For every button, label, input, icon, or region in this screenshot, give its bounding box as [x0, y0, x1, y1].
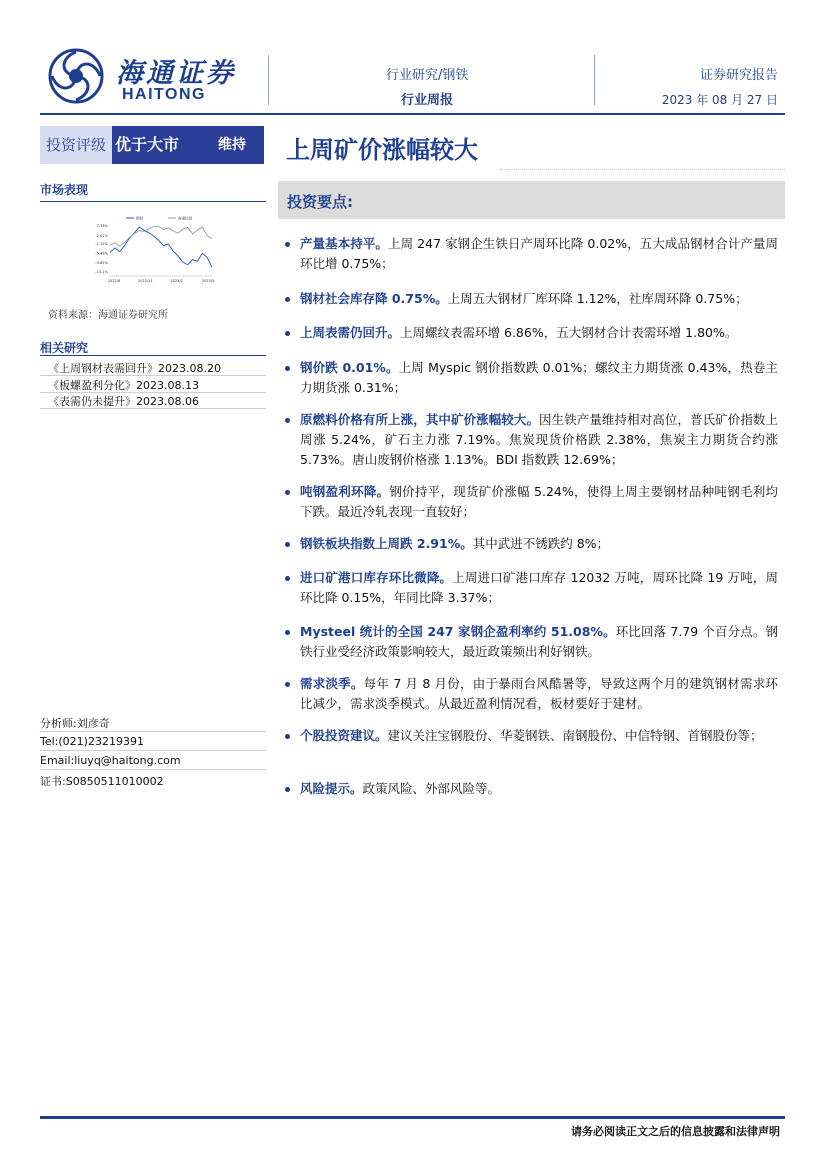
analyst-name: 分析师:刘彦奇: [40, 717, 110, 730]
report-type: 行业周报: [401, 93, 454, 108]
bullet-icon: [285, 242, 290, 247]
related-divider: [40, 375, 266, 376]
key-point: [300, 358, 778, 398]
y-tick-label: -5.49%: [95, 251, 108, 256]
key-point: [300, 674, 778, 714]
related-heading: 相关研究: [40, 341, 89, 355]
key-point: [300, 568, 778, 608]
related-report-link[interactable]: 《表需仍未提升》2023.08.06: [48, 395, 199, 408]
analyst-divider: [40, 750, 266, 751]
header-divider: [594, 55, 595, 105]
related-divider: [40, 408, 266, 409]
y-tick-label: 2.61%: [96, 233, 108, 238]
rating-action: 维持: [218, 137, 246, 153]
related-rule: [40, 355, 266, 356]
x-tick-label: 2023/5: [201, 279, 215, 283]
related-report-link[interactable]: 《上周钢材表需回升》2023.08.20: [48, 362, 221, 375]
key-point: [300, 534, 778, 554]
x-tick-label: 2022/8: [107, 279, 121, 283]
key-points-title: 投资要点:: [287, 193, 353, 211]
key-point: [300, 323, 778, 343]
header-rule: [40, 113, 785, 115]
bullet-icon: [285, 734, 290, 739]
report-date: 2023 年 08 月 27 日: [661, 93, 778, 107]
key-point-lead: 钢价跌 0.01%。: [300, 360, 399, 375]
key-point-lead: 吨钢盈利环降。: [300, 484, 390, 499]
key-point-text: 每年 7 月 8 月份，由于暴雨台风酷暑等，导致这两个月的建筑钢材需求环比减少，需求淡季模式。从最近盈利情况看，板材要好于建材。: [300, 676, 778, 711]
key-point-lead: 产量基本持平。: [300, 236, 388, 251]
analyst-tel: Tel:(021)23219391: [40, 735, 144, 748]
key-point-text: 上周 Myspic 钢价指数跌 0.01%；螺纹主力期货涨 0.43%，热卷主力期货涨 0.31%；: [300, 360, 779, 395]
haitong-logo-icon: [48, 48, 104, 104]
key-point: [300, 482, 778, 522]
related-report-link[interactable]: 《板螺盈利分化》2023.08.13: [48, 379, 199, 392]
key-point-lead: 风险提示。: [300, 781, 363, 796]
legend-label: 海通综指: [178, 216, 193, 221]
analyst-email[interactable]: Email:liuyq@haitong.com: [40, 754, 181, 767]
market-chart: [86, 214, 218, 286]
footer-rule: [40, 1116, 785, 1119]
bullet-icon: [285, 331, 290, 336]
analyst-cert: 证书:S0850511010002: [40, 775, 164, 788]
title-rule: [500, 169, 785, 171]
key-point-text: 因生铁产量维持相对高位，普氏矿价指数上周涨 5.24%，矿石主力涨 7.19%。焦炭现货价格跌 2.38%，焦炭主力期货合约涨 5.73%。唐山废钢价格涨 1.13%。BDI 指数跌 12.69%；: [300, 412, 778, 467]
key-point-text: 上周五大钢材厂库环降 1.12%，社库周环降 0.75%；: [447, 291, 748, 306]
y-tick-label: -9.85%: [95, 260, 108, 265]
legal-disclaimer: 请务必阅读正文之后的信息披露和法律声明: [571, 1125, 780, 1138]
header-divider: [268, 55, 269, 105]
logo-english-name: HAITONG: [122, 86, 206, 103]
key-point-lead: 上周表需仍回升。: [300, 325, 401, 340]
report-class: 证券研究报告: [699, 68, 778, 83]
key-point-text: 政策风险、外部风险等。: [362, 781, 501, 796]
rating-box: [40, 126, 264, 164]
bullet-icon: [285, 418, 290, 423]
y-tick-label: -1.12%: [95, 242, 108, 247]
key-point-lead: 原燃料价格有所上涨，其中矿价涨幅较大。: [300, 412, 540, 427]
chart-source: 资料来源：海通证券研究所: [48, 310, 168, 321]
key-point: [300, 726, 778, 746]
key-point-text: 钢价持平，现货矿价涨幅 5.24%，使得上周主要钢材品种吨钢毛利均下跌。最近冷轧表现一直较好；: [300, 484, 778, 519]
bullet-icon: [285, 787, 290, 792]
key-point-text: 其中武进不锈跌约 8%；: [472, 536, 610, 551]
market-heading: 市场表现: [40, 183, 89, 197]
key-point: [300, 289, 778, 309]
bullet-icon: [285, 297, 290, 302]
key-point: [300, 779, 778, 799]
market-rule: [40, 201, 266, 202]
bullet-icon: [285, 366, 290, 371]
key-point-text: 环比回落 7.79 个百分点。钢铁行业受经济政策影响较大，最近政策频出利好钢铁。: [300, 624, 778, 659]
key-point-lead: 需求淡季。: [300, 676, 364, 691]
key-point-lead: Mysteel 统计的全国 247 家钢企盈利率约 51.08%。: [300, 624, 616, 639]
key-point-lead: 个股投资建议。: [300, 728, 388, 743]
x-tick-label: 2023/2: [170, 279, 183, 283]
rating-label: 投资评级: [40, 126, 112, 164]
page-title: 上周矿价涨幅较大: [286, 135, 478, 164]
analyst-divider: [40, 731, 266, 732]
key-point-text: 建议关注宝钢股份、华菱钢铁、南钢股份、中信特钢、首钢股份等；: [387, 728, 763, 743]
analyst-divider: [40, 769, 266, 770]
report-category: 行业研究/钢铁: [386, 68, 469, 83]
key-point-text: 上周螺纹表需环增 6.86%，五大钢材合计表需环增 1.80%。: [400, 325, 738, 340]
key-point-lead: 进口矿港口库存环比微降。: [300, 570, 453, 585]
key-point-lead: 钢材社会库存降 0.75%。: [300, 291, 448, 306]
key-point-lead: 钢铁板块指数上周跌 2.91%。: [300, 536, 473, 551]
key-point: [300, 622, 778, 662]
x-tick-label: 2022/11: [137, 279, 153, 283]
key-point: [300, 234, 778, 274]
bullet-icon: [285, 630, 290, 635]
legend-label: 钢铁: [136, 216, 144, 221]
y-tick-label: -14.1%: [95, 270, 108, 275]
logo-chinese-name: 海通证券: [116, 58, 236, 89]
key-points-band: [278, 181, 785, 219]
rating-value: 优于大市: [115, 135, 180, 154]
bullet-icon: [285, 682, 290, 687]
y-tick-label: 7.33%: [96, 223, 108, 228]
bullet-icon: [285, 576, 290, 581]
key-point-text: 上周 247 家钢企生铁日产周环比降 0.02%，五大成品钢材合计产量周环比增 0.75%；: [300, 236, 778, 271]
bullet-icon: [285, 490, 290, 495]
key-point-text: 上周进口矿港口库存 12032 万吨，周环比降 19 万吨，周环比降 0.15%，年同比降 3.37%；: [300, 570, 778, 605]
key-point: [300, 410, 778, 470]
series-line: [110, 227, 212, 267]
bullet-icon: [285, 542, 290, 547]
